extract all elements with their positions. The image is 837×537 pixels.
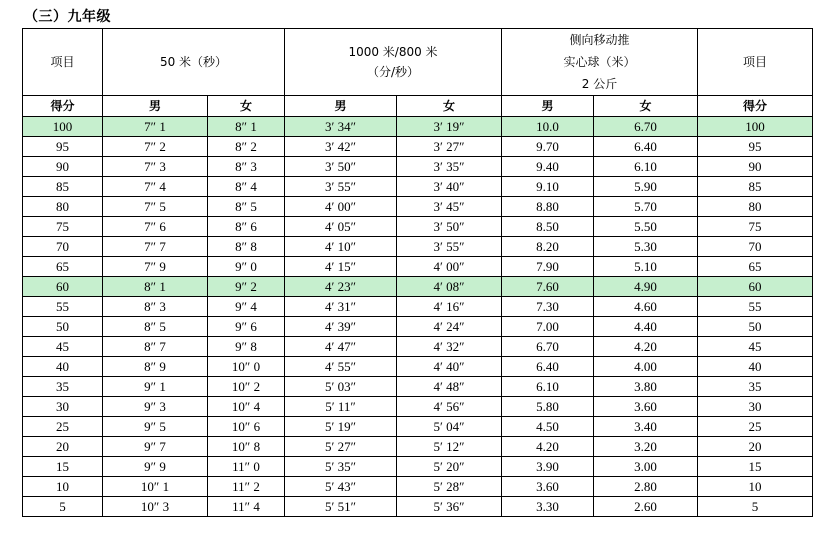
cell-female-ball: 3.40	[594, 417, 698, 437]
cell-male-ball: 6.70	[502, 337, 594, 357]
header-50m: 50 米（秒）	[103, 29, 285, 96]
cell-female-50m: 11″ 2	[208, 477, 285, 497]
cell-male-ball: 7.60	[502, 277, 594, 297]
cell-score-right: 95	[698, 137, 813, 157]
cell-female-800m: 3′ 45″	[397, 197, 502, 217]
cell-score-right: 25	[698, 417, 813, 437]
cell-score: 50	[23, 317, 103, 337]
cell-male-ball: 10.0	[502, 117, 594, 137]
cell-male-50m: 8″ 1	[103, 277, 208, 297]
table-body	[23, 29, 813, 517]
cell-male-1000m: 3′ 34″	[285, 117, 397, 137]
cell-female-800m: 3′ 35″	[397, 157, 502, 177]
header-1000m-800m	[285, 29, 502, 96]
cell-male-50m: 7″ 4	[103, 177, 208, 197]
cell-female-ball: 4.40	[594, 317, 698, 337]
table-row	[23, 217, 813, 237]
cell-score-right: 80	[698, 197, 813, 217]
cell-female-ball: 3.00	[594, 457, 698, 477]
cell-score-right: 85	[698, 177, 813, 197]
cell-score-right: 75	[698, 217, 813, 237]
cell-score: 10	[23, 477, 103, 497]
cell-male-50m: 7″ 1	[103, 117, 208, 137]
cell-female-ball: 6.40	[594, 137, 698, 157]
cell-male-50m: 7″ 9	[103, 257, 208, 277]
cell-female-ball: 3.20	[594, 437, 698, 457]
cell-female-50m: 8″ 5	[208, 197, 285, 217]
table-row	[23, 397, 813, 417]
cell-male-50m: 7″ 7	[103, 237, 208, 257]
cell-female-50m: 8″ 4	[208, 177, 285, 197]
header-item-right: 项目	[698, 29, 813, 96]
cell-female-50m: 8″ 6	[208, 217, 285, 237]
header-row	[23, 29, 813, 96]
cell-male-ball: 4.20	[502, 437, 594, 457]
subheader-female-50m: 女	[208, 96, 285, 117]
header-ball-line2: 实心球（米）	[563, 55, 636, 69]
cell-female-800m: 5′ 04″	[397, 417, 502, 437]
cell-male-1000m: 3′ 42″	[285, 137, 397, 157]
subheader-row	[23, 96, 813, 117]
cell-male-ball: 6.10	[502, 377, 594, 397]
cell-male-1000m: 4′ 15″	[285, 257, 397, 277]
cell-male-1000m: 4′ 55″	[285, 357, 397, 377]
header-1000m-line2: （分/秒）	[366, 65, 420, 79]
cell-female-800m: 5′ 36″	[397, 497, 502, 517]
cell-male-ball: 8.80	[502, 197, 594, 217]
cell-male-1000m: 4′ 47″	[285, 337, 397, 357]
table-row	[23, 237, 813, 257]
table-row	[23, 457, 813, 477]
cell-female-800m: 4′ 08″	[397, 277, 502, 297]
table-row	[23, 197, 813, 217]
cell-male-50m: 9″ 7	[103, 437, 208, 457]
cell-male-ball: 9.10	[502, 177, 594, 197]
cell-male-ball: 8.50	[502, 217, 594, 237]
cell-score-right: 100	[698, 117, 813, 137]
cell-male-ball: 7.90	[502, 257, 594, 277]
cell-male-ball: 9.40	[502, 157, 594, 177]
cell-score-right: 5	[698, 497, 813, 517]
cell-female-50m: 11″ 4	[208, 497, 285, 517]
cell-score-right: 40	[698, 357, 813, 377]
cell-male-50m: 7″ 3	[103, 157, 208, 177]
subheader-male-1000m: 男	[285, 96, 397, 117]
cell-male-1000m: 5′ 51″	[285, 497, 397, 517]
header-1000m-line1: 1000 米/800 米	[348, 45, 438, 59]
table-row	[23, 317, 813, 337]
cell-female-50m: 8″ 1	[208, 117, 285, 137]
cell-female-ball: 5.30	[594, 237, 698, 257]
cell-male-50m: 7″ 2	[103, 137, 208, 157]
table-row	[23, 417, 813, 437]
cell-male-50m: 8″ 3	[103, 297, 208, 317]
cell-male-50m: 9″ 3	[103, 397, 208, 417]
cell-male-50m: 7″ 6	[103, 217, 208, 237]
table-row	[23, 297, 813, 317]
cell-score: 55	[23, 297, 103, 317]
cell-male-50m: 8″ 7	[103, 337, 208, 357]
cell-male-ball: 8.20	[502, 237, 594, 257]
cell-female-50m: 9″ 4	[208, 297, 285, 317]
cell-male-50m: 9″ 9	[103, 457, 208, 477]
cell-score-right: 70	[698, 237, 813, 257]
cell-male-ball: 3.60	[502, 477, 594, 497]
cell-male-ball: 7.30	[502, 297, 594, 317]
cell-score: 5	[23, 497, 103, 517]
cell-female-ball: 5.50	[594, 217, 698, 237]
cell-female-800m: 5′ 28″	[397, 477, 502, 497]
cell-score: 70	[23, 237, 103, 257]
cell-female-800m: 5′ 20″	[397, 457, 502, 477]
subheader-male-50m: 男	[103, 96, 208, 117]
cell-male-1000m: 3′ 50″	[285, 157, 397, 177]
cell-male-50m: 9″ 5	[103, 417, 208, 437]
cell-male-1000m: 5′ 11″	[285, 397, 397, 417]
cell-score: 65	[23, 257, 103, 277]
cell-female-ball: 5.10	[594, 257, 698, 277]
cell-score: 95	[23, 137, 103, 157]
cell-male-1000m: 5′ 27″	[285, 437, 397, 457]
cell-male-1000m: 5′ 19″	[285, 417, 397, 437]
cell-female-ball: 5.70	[594, 197, 698, 217]
cell-female-800m: 5′ 12″	[397, 437, 502, 457]
cell-male-ball: 7.00	[502, 317, 594, 337]
subheader-score-right: 得分	[698, 96, 813, 117]
cell-female-50m: 10″ 4	[208, 397, 285, 417]
cell-female-50m: 8″ 8	[208, 237, 285, 257]
cell-female-ball: 3.80	[594, 377, 698, 397]
table-row	[23, 257, 813, 277]
cell-female-50m: 9″ 6	[208, 317, 285, 337]
cell-female-ball: 6.70	[594, 117, 698, 137]
header-item-left: 项目	[23, 29, 103, 96]
cell-score-right: 60	[698, 277, 813, 297]
table-row	[23, 497, 813, 517]
cell-score-right: 20	[698, 437, 813, 457]
header-ball-line3: 2 公斤	[581, 77, 618, 91]
subheader-score-left: 得分	[23, 96, 103, 117]
cell-male-ball: 3.90	[502, 457, 594, 477]
cell-score: 90	[23, 157, 103, 177]
table-row	[23, 137, 813, 157]
cell-male-1000m: 5′ 43″	[285, 477, 397, 497]
header-medicine-ball	[502, 29, 698, 96]
cell-male-ball: 3.30	[502, 497, 594, 517]
cell-score-right: 30	[698, 397, 813, 417]
cell-score: 40	[23, 357, 103, 377]
cell-score-right: 55	[698, 297, 813, 317]
cell-male-ball: 6.40	[502, 357, 594, 377]
cell-female-800m: 3′ 19″	[397, 117, 502, 137]
cell-female-50m: 9″ 2	[208, 277, 285, 297]
cell-female-ball: 4.20	[594, 337, 698, 357]
subheader-female-ball: 女	[594, 96, 698, 117]
cell-female-ball: 2.60	[594, 497, 698, 517]
cell-male-ball: 9.70	[502, 137, 594, 157]
cell-score: 85	[23, 177, 103, 197]
cell-female-50m: 9″ 0	[208, 257, 285, 277]
table-row	[23, 157, 813, 177]
cell-male-ball: 4.50	[502, 417, 594, 437]
cell-female-800m: 4′ 00″	[397, 257, 502, 277]
cell-score: 25	[23, 417, 103, 437]
cell-male-1000m: 3′ 55″	[285, 177, 397, 197]
cell-female-50m: 9″ 8	[208, 337, 285, 357]
cell-female-800m: 3′ 55″	[397, 237, 502, 257]
cell-score: 30	[23, 397, 103, 417]
cell-female-ball: 4.90	[594, 277, 698, 297]
cell-male-1000m: 5′ 03″	[285, 377, 397, 397]
table-row	[23, 477, 813, 497]
cell-female-50m: 11″ 0	[208, 457, 285, 477]
cell-score-right: 35	[698, 377, 813, 397]
cell-male-1000m: 4′ 10″	[285, 237, 397, 257]
cell-female-800m: 3′ 50″	[397, 217, 502, 237]
cell-female-50m: 10″ 6	[208, 417, 285, 437]
cell-score: 45	[23, 337, 103, 357]
table-row	[23, 437, 813, 457]
cell-score-right: 15	[698, 457, 813, 477]
cell-female-800m: 4′ 24″	[397, 317, 502, 337]
cell-male-50m: 8″ 5	[103, 317, 208, 337]
cell-female-50m: 10″ 0	[208, 357, 285, 377]
cell-female-800m: 4′ 48″	[397, 377, 502, 397]
cell-female-50m: 8″ 3	[208, 157, 285, 177]
subheader-female-800m: 女	[397, 96, 502, 117]
cell-female-50m: 8″ 2	[208, 137, 285, 157]
cell-female-800m: 4′ 56″	[397, 397, 502, 417]
table-row	[23, 277, 813, 297]
cell-male-ball: 5.80	[502, 397, 594, 417]
cell-male-50m: 7″ 5	[103, 197, 208, 217]
cell-female-50m: 10″ 8	[208, 437, 285, 457]
cell-female-ball: 3.60	[594, 397, 698, 417]
cell-male-1000m: 4′ 00″	[285, 197, 397, 217]
cell-female-ball: 2.80	[594, 477, 698, 497]
cell-male-1000m: 4′ 05″	[285, 217, 397, 237]
cell-score-right: 90	[698, 157, 813, 177]
subheader-male-ball: 男	[502, 96, 594, 117]
cell-female-50m: 10″ 2	[208, 377, 285, 397]
table-row	[23, 337, 813, 357]
cell-score: 75	[23, 217, 103, 237]
cell-female-ball: 5.90	[594, 177, 698, 197]
cell-male-1000m: 4′ 23″	[285, 277, 397, 297]
cell-score-right: 65	[698, 257, 813, 277]
cell-female-ball: 4.00	[594, 357, 698, 377]
table-row	[23, 377, 813, 397]
cell-score-right: 10	[698, 477, 813, 497]
cell-female-ball: 6.10	[594, 157, 698, 177]
cell-score-right: 50	[698, 317, 813, 337]
cell-female-800m: 3′ 27″	[397, 137, 502, 157]
table-row	[23, 177, 813, 197]
cell-male-50m: 8″ 9	[103, 357, 208, 377]
cell-male-1000m: 4′ 31″	[285, 297, 397, 317]
cell-female-800m: 4′ 40″	[397, 357, 502, 377]
cell-score: 80	[23, 197, 103, 217]
cell-score: 20	[23, 437, 103, 457]
cell-score-right: 45	[698, 337, 813, 357]
table-row	[23, 117, 813, 137]
cell-female-800m: 3′ 40″	[397, 177, 502, 197]
cell-male-50m: 9″ 1	[103, 377, 208, 397]
header-ball-line1: 侧向移动推	[569, 33, 630, 47]
table-row	[23, 357, 813, 377]
cell-score: 15	[23, 457, 103, 477]
cell-score: 60	[23, 277, 103, 297]
cell-male-50m: 10″ 3	[103, 497, 208, 517]
cell-female-800m: 4′ 32″	[397, 337, 502, 357]
cell-female-800m: 4′ 16″	[397, 297, 502, 317]
cell-score: 35	[23, 377, 103, 397]
section-title: （三）九年级	[24, 9, 111, 25]
cell-male-1000m: 4′ 39″	[285, 317, 397, 337]
cell-male-1000m: 5′ 35″	[285, 457, 397, 477]
cell-female-ball: 4.60	[594, 297, 698, 317]
cell-score: 100	[23, 117, 103, 137]
cell-male-50m: 10″ 1	[103, 477, 208, 497]
score-table	[22, 28, 813, 517]
